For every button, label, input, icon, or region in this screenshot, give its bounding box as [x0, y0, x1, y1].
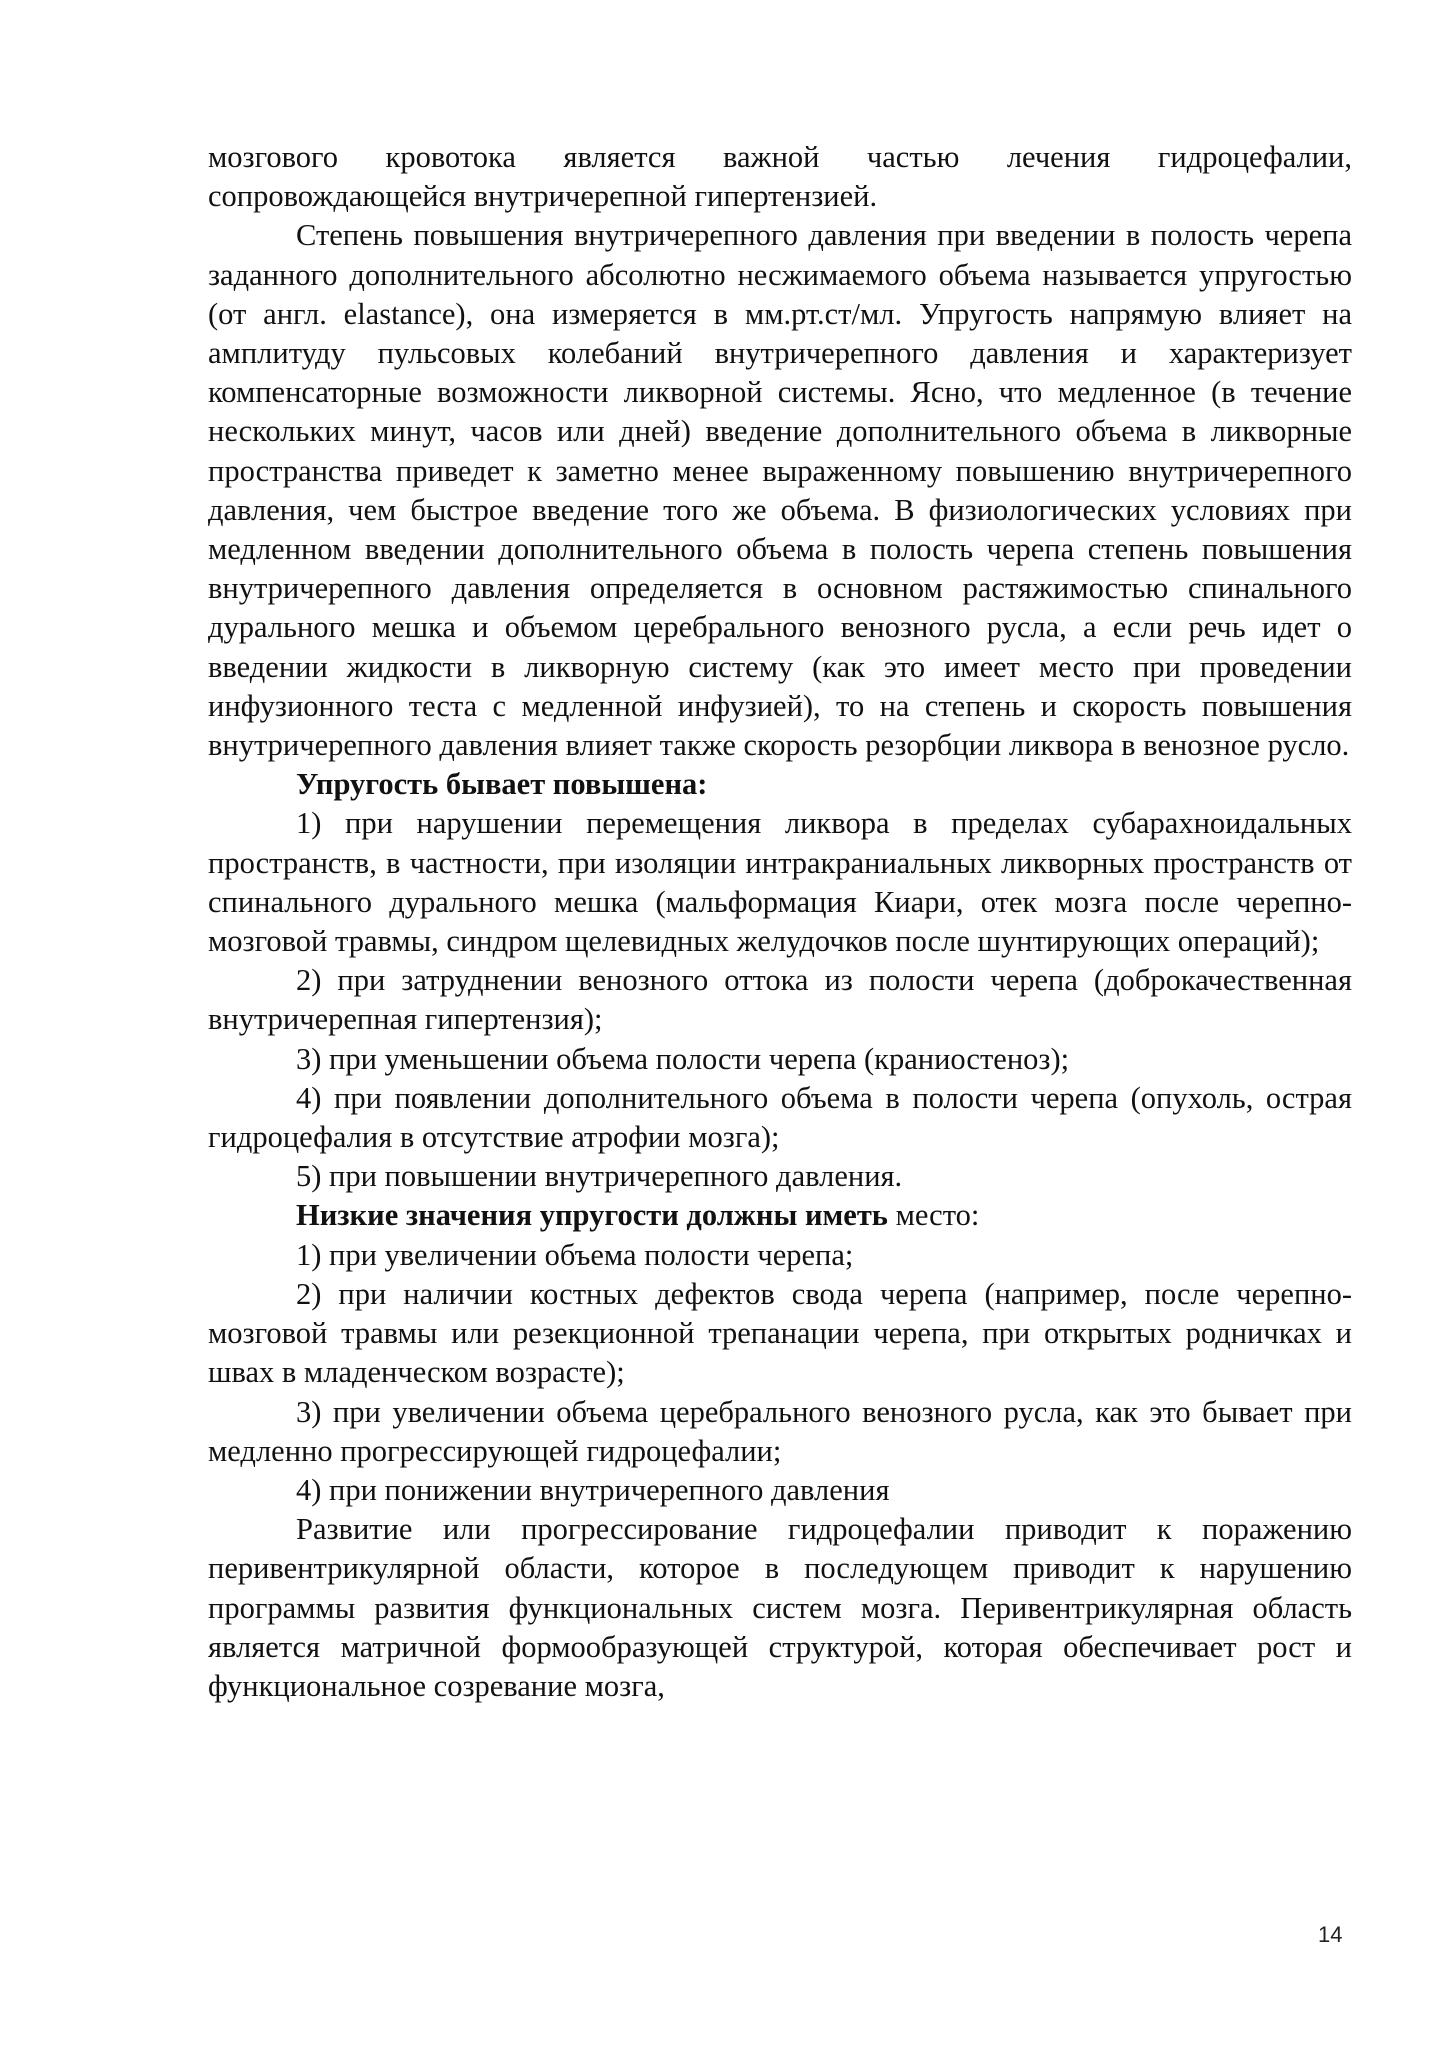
section-heading-elevated [208, 765, 1352, 804]
list-item-elevated-5 [208, 1157, 1352, 1196]
heading-text: Низкие значения упругости должны иметь [296, 1198, 888, 1233]
list-item-elevated-2 [208, 961, 1352, 1039]
list-item-text: 5) при повышении внутричерепного давления. [296, 1159, 903, 1194]
paragraph-text: Развитие или прогрессирование гидроцефалии приводит к поражению перивентрикулярной области, которое в последующем приводит к нарушению программы развития функциональных систем мозга. Перивентрикулярная область является матричной формообразующей структурой, которая обеспечивает рост и функциональное созревание мозга, [208, 1512, 1352, 1703]
section-heading-low [208, 1196, 1352, 1235]
paragraph-continuation [208, 138, 1352, 216]
paragraph-periventricular [208, 1510, 1352, 1706]
paragraph-elastance-definition [208, 216, 1352, 765]
document-body [208, 138, 1352, 1706]
list-item-text: 2) при затруднении венозного оттока из полости черепа (доброкачественная внутричерепная гипертензия); [208, 963, 1352, 1037]
list-item-text: 3) при уменьшении объема полости черепа (краниостеноз); [296, 1041, 1070, 1076]
list-item-text: 2) при наличии костных дефектов свода черепа (например, после черепно-мозговой травмы или резекционной трепанации черепа, при открытых родничках и швах в младенческом возрасте); [208, 1276, 1352, 1390]
paragraph-text: мозгового кровотока является важной частью лечения гидроцефалии, сопровождающейся внутричерепной гипертензией. [208, 140, 1352, 214]
list-item-text: 1) при увеличении объема полости черепа; [296, 1237, 854, 1272]
page-number: 14 [1318, 1922, 1343, 1947]
heading-tail-text: место: [887, 1198, 980, 1233]
list-item-low-4 [208, 1471, 1352, 1510]
list-item-text: 1) при нарушении перемещения ликвора в пределах субарахноидальных пространств, в частности, при изоляции интракраниальных ликворных пространств от спинального дурального мешка (мальформация Киари, отек мозга после черепно-мозговой травмы, синдром щелевидных желудочков после шунтирующих операций); [208, 806, 1352, 959]
paragraph-text: Степень повышения внутричерепного давления при введении в полость черепа заданного дополнительного абсолютно несжимаемого объема называется упругостью (от англ. elastance), она измеряется в мм.рт.ст/мл. Упругость напрямую влияет на амплитуду пульсовых колебаний внутричерепного давления и характеризует компенсаторные возможности ликворной системы. Ясно, что медленное (в течение нескольких минут, часов или дней) введение дополнительного объема в ликворные пространства приведет к заметно менее выраженному повышению внутричерепного давления, чем быстрое введение того же объема. В физиологических условиях при медленном введении дополнительного объема в полость черепа степень повышения внутричерепного давления определяется в основном растяжимостью спинального дурального мешка и объемом церебрального венозного русла, а если речь идет о введении жидкости в ликворную систему (как это имеет место при проведении инфузионного теста с медленной инфузией), то на степень и скорость повышения внутричерепного давления влияет также скорость резорбции ликвора в венозное русло. [208, 218, 1352, 763]
list-item-text: 4) при появлении дополнительного объема в полости черепа (опухоль, острая гидроцефалия в отсутствие атрофии мозга); [208, 1080, 1352, 1155]
list-item-text: 4) при понижении внутричерепного давления [296, 1472, 890, 1507]
list-item-low-2 [208, 1275, 1352, 1393]
list-item-elevated-1 [208, 804, 1352, 961]
list-item-low-3 [208, 1393, 1352, 1471]
list-item-elevated-4 [208, 1079, 1352, 1157]
heading-text: Упругость бывает повышена: [296, 767, 708, 802]
list-item-low-1 [208, 1236, 1352, 1275]
list-item-text: 3) при увеличении объема церебрального венозного русла, как это бывает при медленно прогрессирующей гидроцефалии; [208, 1394, 1352, 1468]
list-item-elevated-3 [208, 1040, 1352, 1079]
